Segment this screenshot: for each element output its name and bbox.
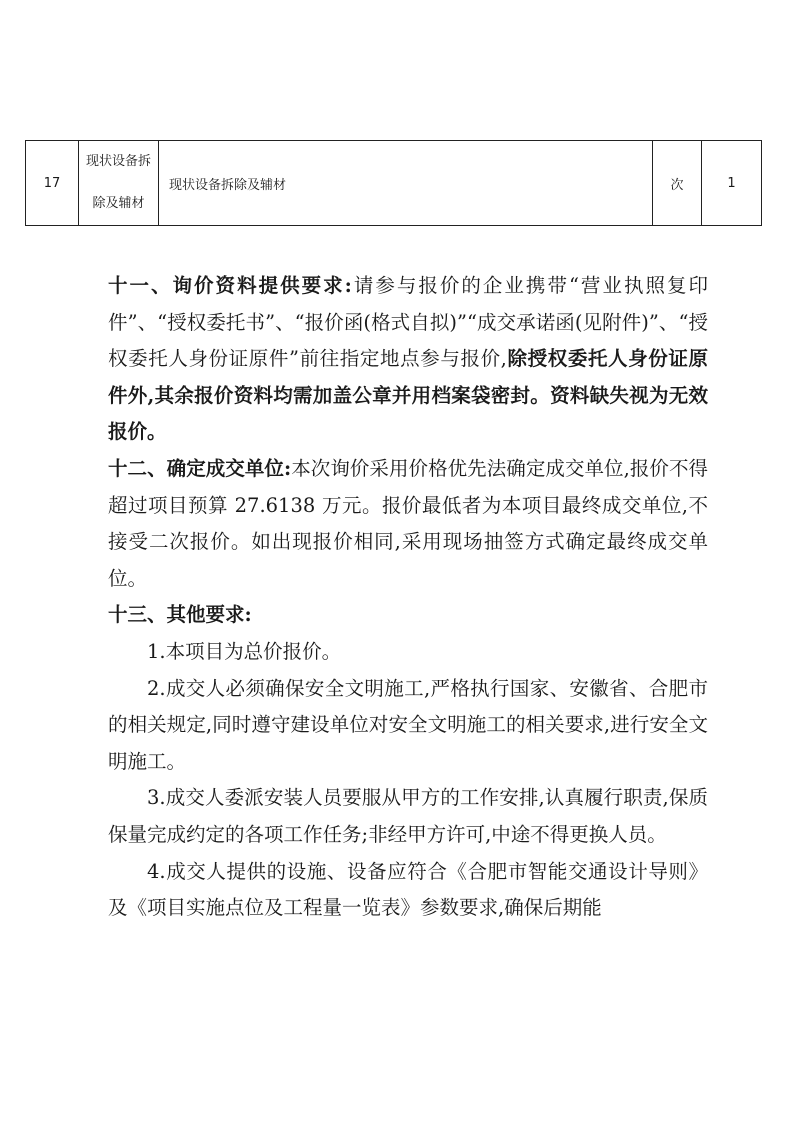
section-13-heading: 十三、其他要求:	[108, 603, 252, 627]
cell-item-unit: 次	[653, 141, 702, 226]
section-12	[108, 451, 708, 597]
item-name-line-2: 除及辅材	[92, 196, 145, 211]
equipment-table	[25, 140, 762, 226]
section-11-bold-text: 除授权委托人身份证原件外,其余报价资料均需加盖公章并用档案袋密封。资料缺失视为无效报价。	[108, 347, 708, 444]
item-name-line-1: 现状设备拆	[85, 154, 151, 169]
table-row	[26, 141, 762, 226]
section-12-heading: 十二、确定成交单位:	[108, 456, 292, 480]
section-13-item-4: 4.成交人提供的设施、设备应符合《合肥市智能交通设计导则》及《项目实施点位及工程量一览表》参数要求,确保后期能	[108, 859, 708, 920]
cell-item-quantity: 1	[702, 141, 762, 226]
cell-item-description: 现状设备拆除及辅材	[159, 141, 653, 226]
section-13-item-1: 1.本项目为总价报价。	[147, 639, 342, 663]
section-11	[108, 268, 708, 451]
cell-item-name	[79, 141, 159, 226]
section-13-item-3: 3.成交人委派安装人员要服从甲方的工作安排,认真履行职责,保质保量完成约定的各项工作任务;非经甲方许可,中途不得更换人员。	[108, 786, 708, 846]
cell-item-number: 17	[26, 141, 79, 226]
section-12-text: 本次询价采用价格优先法确定成交单位,报价不得超过项目预算 27.6138 万元。报价最低者为本项目最终成交单位,不接受二次报价。如出现报价相同,采用现场抽签方式确定最终成交单位。	[108, 456, 709, 590]
document-body	[108, 268, 708, 927]
section-13-item-2: 2.成交人必须确保安全文明施工,严格执行国家、安徽省、合肥市的相关规定,同时遵守建设单位对安全文明施工的相关要求,进行安全文明施工。	[108, 676, 708, 773]
section-11-text: 请参与报价的企业携带“营业执照复印件”、“授权委托书”、“报价函(格式自拟)”“成交承诺函(见附件)”、“授权委托人身份证原件”前往指定地点参与报价,	[108, 274, 708, 371]
section-11-heading: 十一、询价资料提供要求:	[108, 274, 352, 297]
